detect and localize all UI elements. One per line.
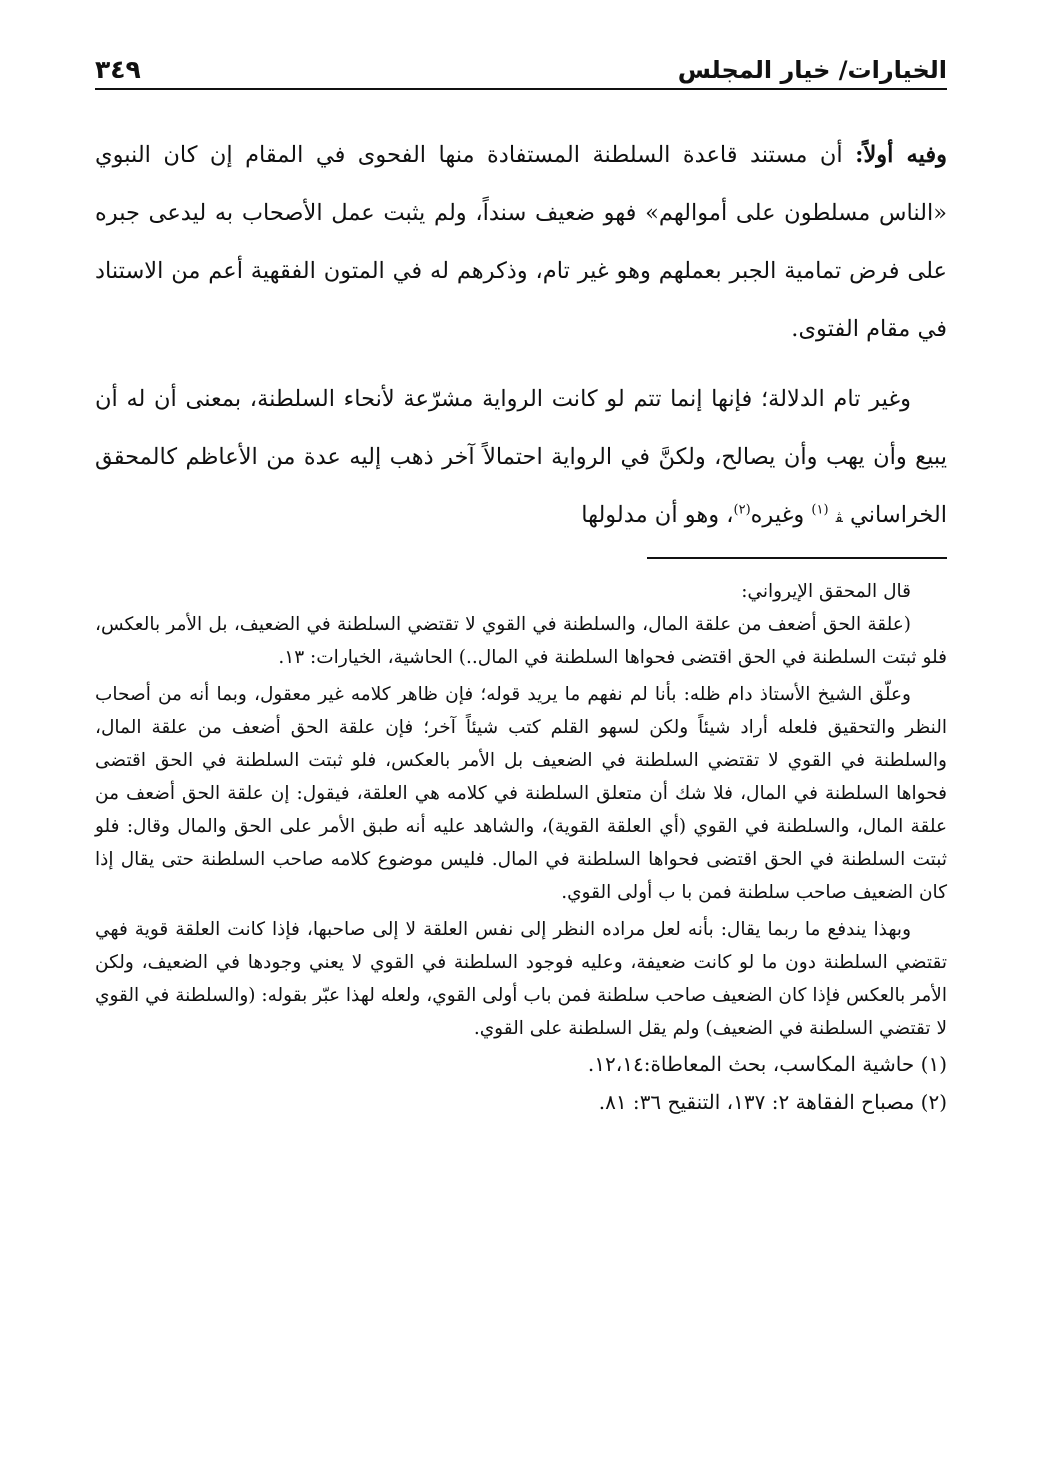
book-page: [95, 40, 947, 1440]
footnote-ref-1[interactable]: (١): [811, 502, 829, 518]
footnote-comment-1: وعلّق الشيخ الأستاذ دام ظله: بأنا لم نفهم ما يريد قوله؛ فإن ظاهر كلامه غير معقول، وبما أنه من أصحاب النظر والتحقيق فلعله أراد شيئاً ولكن لسهو القلم كتب شيئاً آخر؛ فإن علقة الحق أضعف من علقة المال، والسلطنة في القوي لا تقتضي السلطنة في الضعيف بل الأمر بالعكس، فلو ثبتت السلطنة في الحق اقتضى فحواها السلطنة في المال، فلا شك أن متعلق السلطنة في كلامه هي العلقة، فيقول: إن علقة الحق أضعف من علقة المال، والسلطنة في القوي (أي العلقة القوية)، والشاهد عليه أنه طبق الأمر على الحق والمال وقال: فلو ثبتت السلطنة في الحق اقتضى فحواها السلطنة في المال. فليس موضوع كلامه صاحب السلطنة حتى يقال إذا كان الضعيف صاحب سلطنة فمن با ب أولى القوي.: [95, 684, 947, 903]
footnote-ref-2[interactable]: (٢): [733, 502, 751, 518]
paragraph-2-text-b: وغيره: [750, 502, 812, 528]
running-head-title: الخيارات/ خيار المجلس: [677, 56, 947, 84]
footnote-quote: (علقة الحق أضعف من علقة المال، والسلطنة في القوي لا تقتضي السلطنة في الضعيف، بل الأمر بالعكس، فلو ثبتت السلطنة في الحق اقتضى فحواها السلطنة في المال..) الحاشية، الخيارات: ١٣.: [95, 614, 947, 668]
footnote-comment-2: وبهذا يندفع ما ربما يقال: بأنه لعل مراده النظر إلى نفس العلقة لا إلى صاحبها، فإذا كانت العلقة قوية فهي تقتضي السلطنة دون ما لو كانت ضعيفة، وعليه فوجود السلطنة في القوي لا يعني وجودها في الضعيف، ولكن الأمر بالعكس فإذا كان الضعيف صاحب سلطنة فمن باب أولى القوي، ولعله لهذا عبّر بقوله: (والسلطنة في القوي لا تقتضي السلطنة في الضعيف) ولم يقل السلطنة على القوي.: [95, 919, 947, 1039]
honorific-symbol: ﭭ: [835, 510, 843, 526]
page-number: ٣٤٩: [95, 55, 141, 84]
paragraph-2-text-a: وغير تام الدلالة؛ فإنها إنما تتم لو كانت الرواية مشرّعة لأنحاء السلطنة، بمعنى أن له أن يبيع وأن يهب وأن يصالح، ولكنَّ في الرواية احتمالاً آخر ذهب إليه عدة من الأعاظم كالمحقق الخراساني: [95, 386, 947, 528]
paragraph-2: [95, 370, 947, 547]
paragraph-1-lead: وفيه أولاً:: [855, 142, 947, 168]
paragraph-1-text: أن مستند قاعدة السلطنة المستفادة منها الفحوى في المقام إن كان النبوي «الناس مسلطون على أموالهم» فهو ضعيف سنداً، ولم يثبت عمل الأصحاب به ليدعى جبره على فرض تمامية الجبر بعملهم وهو غير تام، وذكرهم له في المتون الفقهية أعم من الاستناد في مقام الفتوى.: [95, 142, 947, 342]
footnotes: [95, 575, 947, 1121]
footnote-1: (١) حاشية المكاسب، بحث المعاطاة:١٢،١٤.: [587, 1052, 947, 1076]
paragraph-2-text-c: ، وهو أن مدلولها: [581, 502, 734, 528]
footnote-2: (٢) مصباح الفقاهة ٢: ١٣٧، التنقيح ٣٦: ٨١.: [598, 1090, 947, 1114]
footnote-divider: [647, 557, 947, 559]
running-head: [95, 40, 947, 90]
main-text: [95, 126, 947, 547]
paragraph-1: [95, 126, 947, 358]
footnote-intro: قال المحقق الإيرواني:: [741, 581, 911, 602]
